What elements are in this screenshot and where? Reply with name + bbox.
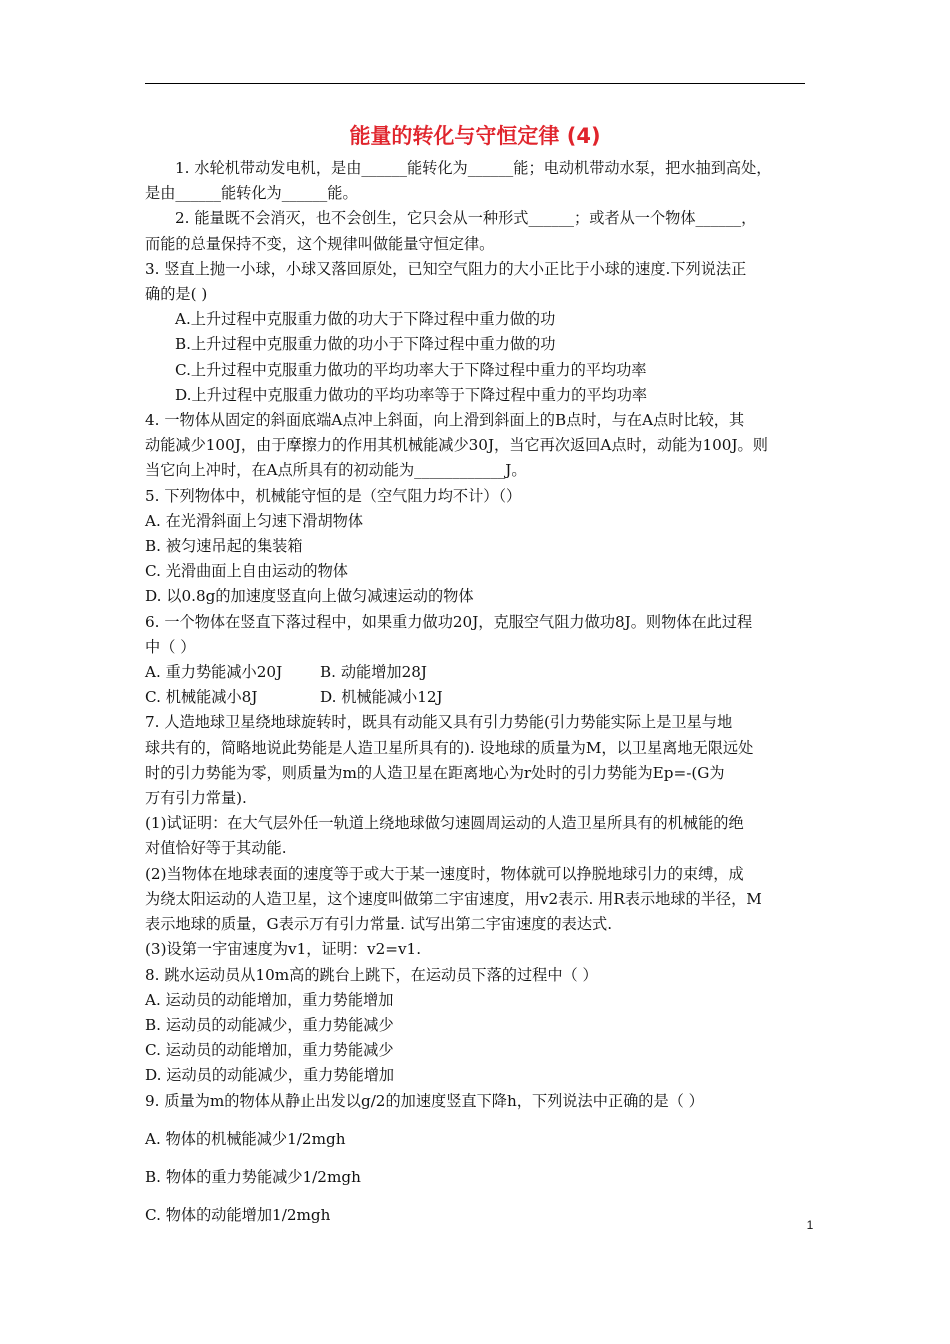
q7-line-4: 万有引力常量).: [145, 789, 247, 808]
document-body: [145, 156, 805, 1228]
q7-line-5: (1)试证明：在大气层外任一轨道上绕地球做匀速圆周运动的人造卫星所具有的机械能的绝: [145, 814, 744, 833]
q6-stem-line2: 中（ ）: [145, 637, 196, 656]
q4-line3: 当它向上冲时，在A点所具有的初动能为____________J。: [145, 461, 527, 480]
q5-option-d: D. 以0.8g的加速度竖直向上做匀减速运动的物体: [145, 587, 474, 606]
q8-option-b: B. 运动员的动能减少，重力势能减少: [145, 1015, 394, 1034]
q6-options-row-1: [145, 660, 805, 685]
q6-stem-line1: 6. 一个物体在竖直下落过程中，如果重力做功20J，克服空气阻力做功8J。则物体在此过程: [145, 612, 753, 631]
q9-option-b: B. 物体的重力势能减少1/2mgh: [145, 1167, 361, 1186]
q7-line-10: (3)设第一宇宙速度为v1，证明：v2=v1.: [145, 940, 422, 959]
q7-line-2: 球共有的，简略地说此势能是人造卫星所具有的). 设地球的质量为M，以卫星离地无限远处: [145, 738, 754, 757]
q7-line-7: (2)当物体在地球表面的速度等于或大于某一速度时，物体就可以挣脱地球引力的束缚，成: [145, 864, 744, 883]
q5-option-b: B. 被匀速吊起的集装箱: [145, 537, 303, 556]
q8-option-c: C. 运动员的动能增加，重力势能减少: [145, 1041, 394, 1060]
q7-line-6: 对值恰好等于其动能.: [145, 839, 287, 858]
q7-line-3: 时的引力势能为零，则质量为m的人造卫星在距离地心为r处时的引力势能为Ep=-(G为: [145, 763, 725, 782]
header-rule: [145, 83, 805, 84]
q5-option-a: A. 在光滑斜面上匀速下滑胡物体: [145, 511, 364, 530]
q6-option-b: B. 动能增加28J: [320, 663, 427, 682]
q8-option-d: D. 运动员的动能减少，重力势能增加: [145, 1066, 395, 1085]
q3-option-b: B.上升过程中克服重力做的功小于下降过程中重力做的功: [175, 335, 556, 354]
q3-option-d: D.上升过程中克服重力做功的平均功率等于下降过程中重力的平均功率: [175, 385, 648, 404]
q6-option-c: C. 机械能减小8J: [145, 688, 258, 707]
q2-line1: 2. 能量既不会消灭，也不会创生，它只会从一种形式______；或者从一个物体______，: [175, 209, 757, 228]
q3-stem-line2: 确的是( ): [145, 285, 208, 304]
q8-option-a: A. 运动员的动能增加，重力势能增加: [145, 990, 394, 1009]
q6-option-d: D. 机械能减小12J: [320, 688, 443, 707]
q7-line-8: 为绕太阳运动的人造卫星，这个速度叫做第二宇宙速度，用v2表示. 用R表示地球的半径，M: [145, 889, 762, 908]
q2-line2: 而能的总量保持不变，这个规律叫做能量守恒定律。: [145, 234, 495, 253]
q4-line1: 4. 一物体从固定的斜面底端A点冲上斜面，向上滑到斜面上的B点时，与在A点时比较，其: [145, 411, 745, 430]
q1-line1: 1. 水轮机带动发电机，是由______能转化为______能；电动机带动水泵，把水抽到高处，: [175, 159, 772, 177]
q9-option-a: A. 物体的机械能减少1/2mgh: [145, 1129, 346, 1148]
q1-line2: 是由______能转化为______能。: [145, 184, 358, 203]
q4-line2: 动能减少100J，由于摩擦力的作用其机械能减少30J，当它再次返回A点时，动能为100J。则: [145, 436, 768, 455]
q7-line-9: 表示地球的质量，G表示万有引力常量. 试写出第二宇宙速度的表达式.: [145, 915, 613, 934]
page-title: 能量的转化与守恒定律 (4): [349, 124, 601, 148]
q9-option-c: C. 物体的动能增加1/2mgh: [145, 1206, 331, 1225]
q7-line-1: 7. 人造地球卫星绕地球旋转时，既具有动能又具有引力势能(引力势能实际上是卫星与地: [145, 713, 733, 732]
q3-stem-line1: 3. 竖直上抛一小球，小球又落回原处，已知空气阻力的大小正比于小球的速度.下列说法正: [145, 259, 747, 278]
q8-stem: 8. 跳水运动员从10m高的跳台上跳下，在运动员下落的过程中（ ）: [145, 965, 598, 984]
q6-options-row-2: [145, 685, 805, 710]
q3-option-a: A.上升过程中克服重力做的功大于下降过程中重力做的功: [175, 310, 556, 329]
q5-stem: 5. 下列物体中，机械能守恒的是（空气阻力均不计）（）: [145, 486, 522, 505]
q3-option-c: C.上升过程中克服重力做功的平均功率大于下降过程中重力的平均功率: [175, 360, 647, 379]
page-number: 1: [806, 1218, 814, 1232]
q6-option-a: A. 重力势能减小20J: [145, 663, 283, 682]
q9-stem: 9. 质量为m的物体从静止出发以g/2的加速度竖直下降h，下列说法中正确的是（ ）: [145, 1091, 704, 1110]
q5-option-c: C. 光滑曲面上自由运动的物体: [145, 562, 348, 581]
